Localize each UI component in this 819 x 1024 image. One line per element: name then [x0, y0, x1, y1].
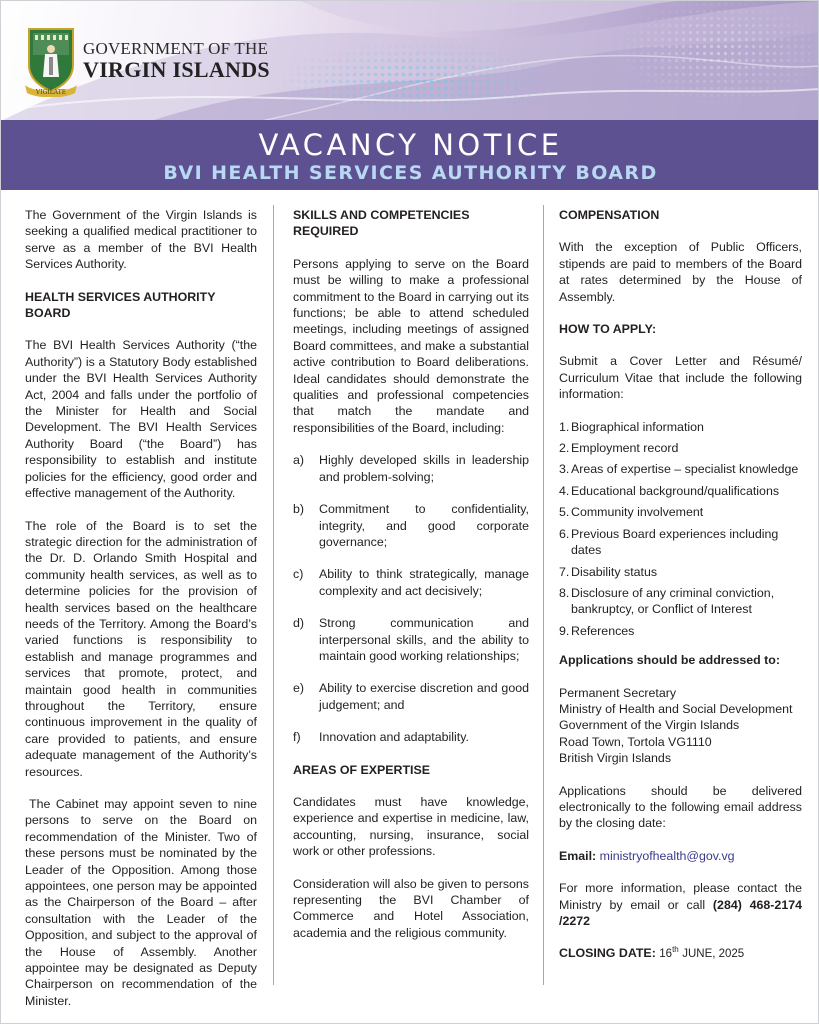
list-item [559, 419, 802, 435]
list-item-text: Highly developed skills in leadership and problem-solving; [319, 453, 529, 484]
skills-intro-paragraph: Persons applying to serve on the Board must be willing to make a professional commitment to the Board in carrying out its functions; be able to attend scheduled meetings, including meetings of assigned Board committees, and make a substantial active contribution to Board deliberations. Ideal candidates should demonstrate the qualities and professional competencies that match the mandate and responsibilities of the Board, including: [293, 256, 529, 435]
logo-motto: VIGILATE [35, 89, 67, 96]
email-link[interactable]: ministryofhealth@gov.vg [599, 848, 735, 863]
list-item-label: 3. [559, 462, 570, 477]
list-item-text: Previous Board experiences including dates [571, 526, 779, 558]
authority-paragraph: The BVI Health Services Authority (“the Authority”) is a Statutory Body established under the BVI Health Services Authority Act, 2004 and falls under the portfolio of the Minister for Health and Social Development. The BVI Health Services Authority Board (“the Board”) has responsibility to establish and institute policies for the efficiency, good order and effective management of the Authority. [25, 338, 257, 501]
logo-text-virgin-islands: VIRGIN ISLANDS [83, 57, 270, 82]
section-heading-expertise: AREAS OF EXPERTISE [293, 762, 431, 777]
list-item-text: Disability status [571, 564, 658, 579]
section-heading-how-to-apply: HOW TO APPLY: [559, 322, 657, 337]
list-item-text: Disclosure of any criminal conviction, bankruptcy, or Conflict of Interest [571, 585, 775, 617]
logo-text-government: GOVERNMENT OF THE [83, 39, 269, 58]
list-item-label: f) [293, 730, 301, 745]
list-item-label: c) [293, 567, 304, 582]
column-right [559, 207, 802, 963]
skills-list [293, 452, 529, 745]
list-item-label: 4. [559, 483, 570, 498]
list-item [293, 566, 529, 599]
list-item [293, 615, 529, 664]
list-item [559, 461, 802, 477]
list-item-label: a) [293, 453, 305, 468]
list-item [559, 483, 802, 499]
list-item-label: 7. [559, 564, 570, 579]
list-item-text: Ability to think strategically, manage complexity and act decisively; [319, 567, 529, 598]
closing-date-label: CLOSING DATE: [559, 946, 656, 961]
application-items-list [559, 419, 802, 639]
consideration-paragraph: Consideration will also be given to persons representing the BVI Chamber of Commerce and Hotel Association, academia and the religious community. [293, 876, 529, 940]
list-item-text: Commitment to confidentiality, integrity, and good corporate governance; [319, 502, 529, 549]
closing-date-line [559, 945, 802, 962]
list-item [293, 501, 529, 550]
list-item-label: 2. [559, 441, 570, 456]
section-heading-skills: SKILLS AND COMPETENCIES REQUIRED [293, 208, 470, 239]
email-line [559, 848, 802, 864]
contact-paragraph [559, 880, 802, 929]
list-item-text: Ability to exercise discretion and good judgement; and [319, 681, 529, 712]
list-item [293, 680, 529, 713]
closing-date-day: 16 [659, 948, 673, 961]
list-item-label: 1. [559, 419, 570, 434]
address-line: Ministry of Health and Social Development [559, 701, 793, 716]
address-line: British Virgin Islands [559, 751, 672, 766]
phone-number: (284) 468-2174 /2272 [559, 897, 802, 928]
email-label: Email: [559, 848, 597, 863]
list-item-text: Areas of expertise – specialist knowledge [571, 462, 799, 477]
list-item [559, 564, 802, 580]
list-item-label: b) [293, 502, 305, 517]
cabinet-paragraph: The Cabinet may appoint seven to nine persons to serve on the Board on recommendation of the Minister. Two of these persons must be nominated by the Leader of the Opposition. Among those appointees, one person may be appointed as the Chairperson of the Board – after consultation with the Leader of the Opposition, and subject to the approval of the House of Assembly. Another appointee may be designated as Deputy Chairperson on recommendation of the Minister. [25, 797, 257, 1008]
delivery-paragraph: Applications should be delivered electronically to the following email address by the closing date: [559, 783, 802, 831]
list-item-text: Community involvement [571, 505, 704, 520]
title-band [1, 120, 819, 190]
page-subtitle: BVI HEALTH SERVICES AUTHORITY BOARD [163, 162, 658, 184]
compensation-paragraph: With the exception of Public Officers, stipends are paid to members of the Board at rates determined by the House of Assembly. [559, 240, 802, 304]
list-item-label: 5. [559, 505, 570, 520]
list-item [293, 729, 529, 745]
address-line: Permanent Secretary [559, 685, 677, 700]
section-heading-compensation: COMPENSATION [559, 208, 660, 222]
list-item-text: Biographical information [571, 419, 704, 434]
list-item [559, 504, 802, 520]
list-item-text: Innovation and adaptability. [319, 730, 469, 745]
list-item-label: 9. [559, 623, 570, 638]
list-item-text: Strong communication and interpersonal skills, and the ability to maintain good working relationships; [319, 616, 529, 663]
column-left [25, 207, 257, 1009]
list-item-label: 8. [559, 585, 570, 600]
board-role-paragraph: The role of the Board is to set the strategic direction for the administration of the Dr. D. Orlando Smith Hospital and community health services, as well as to determine policies for the provision of health services based on the healthcare needs of the Territory. Among the Board’s varied functions is responsibility to establish and manage programmes and services that promote, protect, and maintain good health in communities throughout the Territory, ensure continuous improvement in the quality of care provided to patients, and ensure adequate management of the Authority’s resources. [25, 518, 257, 779]
list-item [293, 452, 529, 485]
list-item-text: Employment record [571, 441, 679, 456]
contact-text: For more information, please contact the Ministry by email or call [559, 881, 802, 912]
intro-paragraph: The Government of the Virgin Islands is seeking a qualified medical practitioner to serve as a member of the BVI Health Services Authority. [25, 208, 257, 272]
closing-date-rest: JUNE, 2025 [682, 948, 745, 961]
list-item [559, 585, 802, 618]
list-item-text: Educational background/qualifications [571, 483, 780, 498]
list-item [559, 440, 802, 456]
list-item-text: References [571, 623, 635, 638]
section-heading-addressed-to: Applications should be addressed to: [559, 653, 780, 668]
list-item-label: e) [293, 681, 305, 696]
section-heading-hsa-board: HEALTH SERVICES AUTHORITY BOARD [25, 289, 216, 321]
coat-of-arms-icon [23, 27, 79, 97]
closing-date-suffix: th [672, 945, 679, 955]
address-line: Government of the Virgin Islands [559, 718, 740, 733]
column-middle [293, 207, 529, 941]
list-item-label: 6. [559, 526, 570, 541]
column-divider-1 [273, 205, 274, 985]
list-item [559, 623, 802, 639]
page-title: VACANCY NOTICE [258, 128, 563, 162]
government-logo [23, 27, 270, 97]
column-divider-2 [543, 205, 544, 985]
list-item-label: d) [293, 616, 305, 631]
header-banner [1, 1, 819, 121]
address-line: Road Town, Tortola VG1110 [559, 734, 712, 749]
apply-intro-paragraph: Submit a Cover Letter and Résumé/ Curriculum Vitae that include the following information: [559, 354, 802, 402]
address-block [559, 685, 802, 767]
list-item [559, 526, 802, 559]
expertise-paragraph: Candidates must have knowledge, experience and expertise in medicine, law, accounting, nursing, insurance, social work or other professions. [293, 794, 529, 859]
